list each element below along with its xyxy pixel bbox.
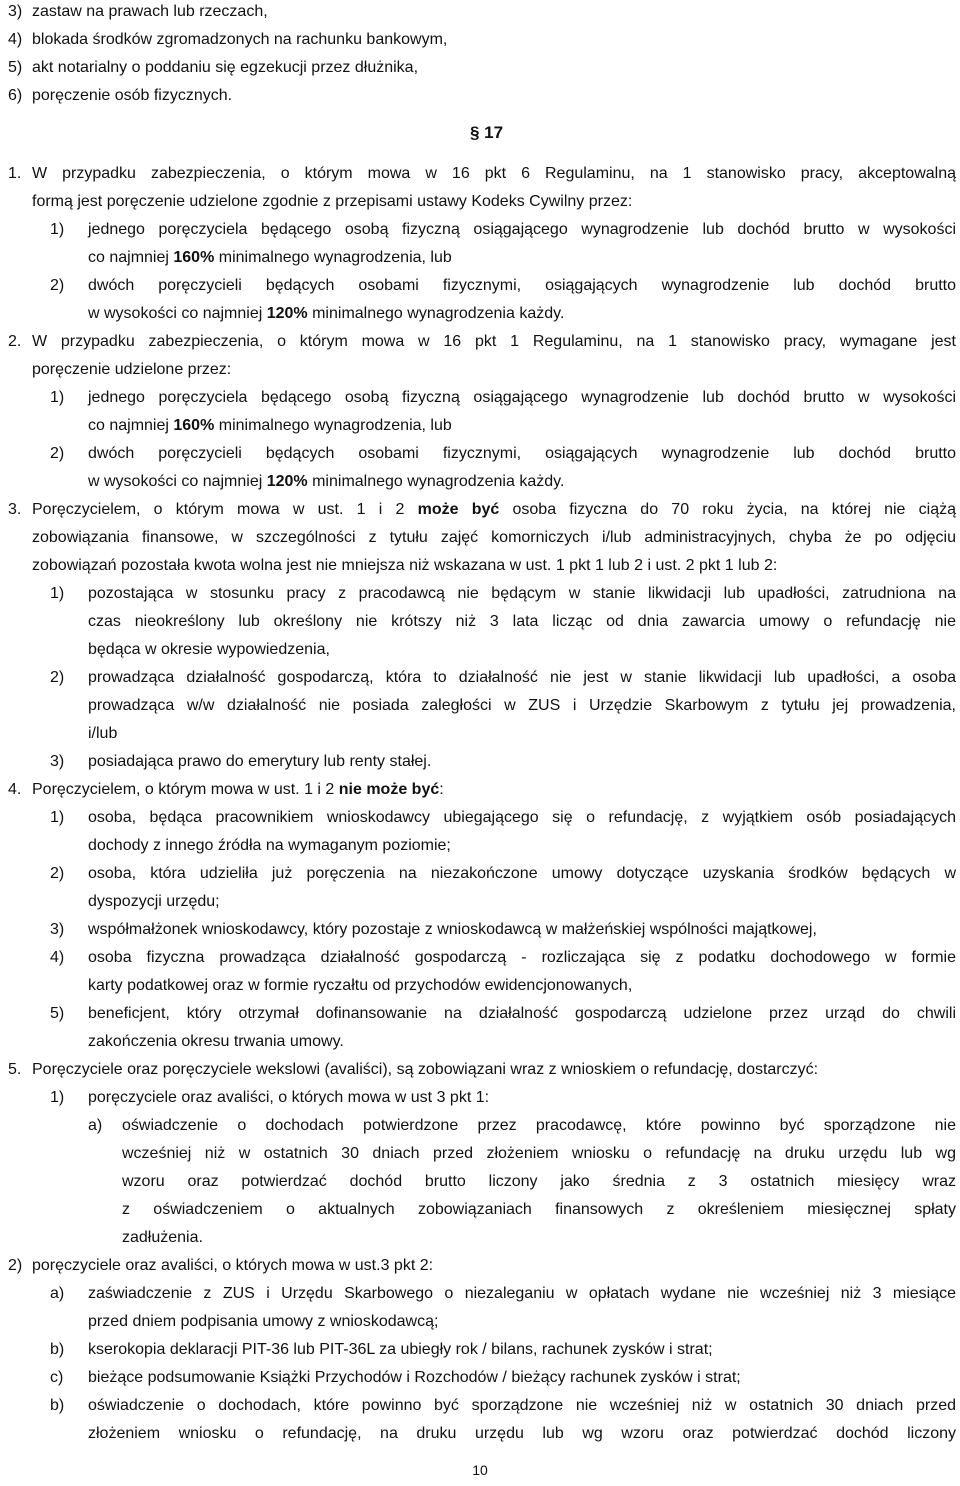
document-page: 3) zastaw na prawach lub rzeczach, 4) blokada środków zgromadzonych na rachunku bankowym, 5) akt notarialny o poddaniu się egzekucji przez dłużnika, 6) poręczenie osób fizycznych. § 17 1. W przypadku zabezpieczenia, o którym mowa w 16 pkt 6 Regulaminu, na 1 stanowisko pracy, akceptowalną formą jest poręczenie udzielone zgodnie z przepisami ustawy Kodeks Cywilny przez: 1) jednego poręczyciela będącego osobą fizyczną osiągającego wynagrodzenie lub dochód brutto w wysokości co najmniej 160% minimalnego wynagrodzenia, lub 2) dwóch poręczycieli będących osobami fizycznymi, osiągających wynagrodzenie lub dochód brutto w wysokości co najmniej 120% minimalnego wynagrodzenia każdy. 2. W przypadku zabezpieczenia, o którym mowa w 16 pkt 1 Regulaminu, na 1 stanowisko pracy, wymagane jest poręczenie udzielone przez: 1) jednego poręczyciela będącego osobą fizyczną osiągającego wynagrodzenie lub dochód brutto w wysokości co najmniej 160% minimalnego wynagrodzenia, lub 2) dwóch poręczycieli będących osobami fizycznymi, osiągających wynagrodzenie lub dochód brutto w wysokości co najmniej 120% minimalnego wynagrodzenia każdy. 3. Poręczycielem, o którym mowa w ust. 1 i 2 może być osoba fizyczna do 70 roku życia, na której nie ciążą zobowiązania finansowe, w szczególności z tytułu zajęć komorniczych i/lub administracyjnych, chyba że po odjęciu zobowiązań pozostała kwota wolna jest nie mniejsza niż wskazana w ust. 1 pkt 1 lub 2 i ust. 2 pkt 1 lub 2: 1) pozostająca w stosunku pracy z pracodawcą nie będącym w stanie likwidacji lub upadłości, zatrudniona na czas nieokreślony lub określony nie krótszy niż 3 lata licząc od dnia zawarcia umowy o refundację nie będąca w okresie wypowiedzenia, 2) prowadząca działalność gospodarczą, która to działalność nie jest w stanie likwidacji lub upadłości, a osoba prowadząca w/w działalność nie posiada zaległości w ZUS i Urzędzie Skarbowym z tytułu jej prowadzenia, i/lub 3) posiadająca prawo do emerytury lub renty stałej. 4. Poręczycielem, o którym mowa w ust. 1 i 2 nie może być: 1) osoba, będąca pracownikiem wnioskodawcy ubiegającego się o refundację, z wyjątkiem osób posiadających dochody z innego źródła na wymaganym poziomie; 2) osoba, która udzieliła już poręczenia na niezakończone umowy dotyczące uzyskania środków będących w dyspozycji urzędu; 3) współmałżonek wnioskodawcy, który pozostaje z wnioskodawcą w małżeńskiej wspólności majątkowej, 4) osoba fizyczna prowadząca działalność gospodarczą - rozliczająca się z podatku dochodowego w formie karty podatkowej oraz w formie ryczałtu od przychodów ewidencjonowanych, 5) beneficjent, który otrzymał dofinansowanie na działalność gospodarczą udzielone przez urząd do chwili zakończenia okresu trwania umowy. 5. Poręczyciele oraz poręczyciele wekslowi (avaliści), są zobowiązani wraz z wnioskiem o refundację, dostarczyć: 1) poręczyciele oraz avaliści, o których mowa w ust 3 pkt 1: a) oświadczenie o dochodach potwierdzone przez pracodawcę, które powinno być sporządzone nie wcześniej niż w ostatnich 30 dniach przed złożeniem wniosku o refundację na druku urzędu lub wg wzoru oraz potwierdzać dochód brutto liczony jako średnia z 3 ostatnich miesięcy wraz z oświadczeniem o aktualnych zobowiązaniach finansowych z określeniem miesięcznej spłaty zadłużenia. 2) poręczyciele oraz avaliści, o których mowa w ust.3 pkt 2: a) zaświadczenie z ZUS i Urzędu Skarbowego o niezaleganiu w opłatach wydane nie wcześniej niż 3 miesiące przed dniem podpisania umowy z wnioskodawcą; b) kserokopia deklaracji PIT-36 lub PIT-36L za ubiegły rok / bilans, rachunek zysków i strat; c) bieżące podsumowanie Książki Przychodów i Rozchodów / bieżący rachunek zysków i strat; b) oświadczenie o dochodach, które powinno być sporządzone nie wcześniej niż w ostatnich 30 dniach przed złożeniem wniosku o refundację, na druku urzędu lub wg wzoru oraz potwierdzać dochód liczony 10 [0, 0, 960, 1486]
page-number: 10 [472, 1462, 488, 1478]
section-title: § 17 [470, 123, 504, 142]
